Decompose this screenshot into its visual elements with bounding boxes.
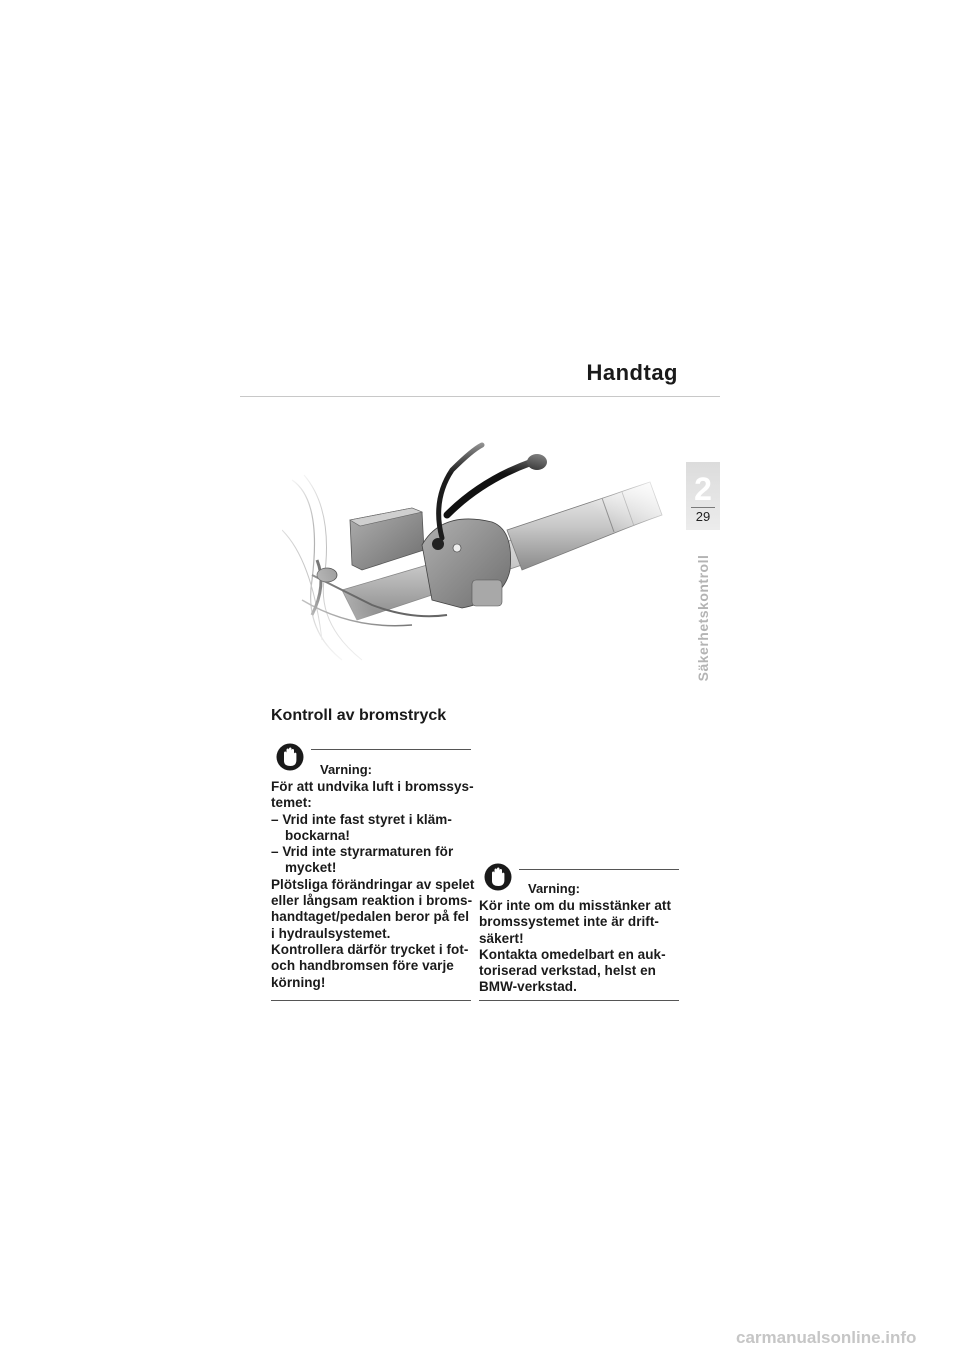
stop-hand-icon xyxy=(484,862,512,892)
stop-hand-icon xyxy=(276,742,304,772)
warning-line: mycket! xyxy=(285,860,337,876)
warning-line: – Vrid inte fast styret i kläm- xyxy=(271,811,452,827)
warning-line: BMW-verkstad. xyxy=(479,979,577,995)
section-heading: Kontroll av bromstryck xyxy=(271,707,447,724)
page-number: 29 xyxy=(695,509,711,524)
warning-label: Varning: xyxy=(528,881,581,896)
warning-top-rule xyxy=(519,869,679,870)
chapter-divider xyxy=(691,507,715,508)
warning-line: bockarna! xyxy=(285,827,350,843)
warning-line: Kontrollera därför trycket i fot- xyxy=(271,941,469,957)
title-divider xyxy=(240,396,720,397)
warning-line: temet: xyxy=(271,795,312,811)
warning-bottom-rule xyxy=(479,1000,679,1001)
warning-line: Kör inte om du misstänker att xyxy=(479,898,671,913)
warning-line: handtaget/pedalen beror på fel xyxy=(271,909,470,925)
warning-bottom-rule xyxy=(271,1000,471,1001)
warning-label: Varning: xyxy=(320,762,373,777)
warning-line: – Vrid inte styrarmaturen för xyxy=(271,844,454,860)
warning-line: i hydraulsystemet. xyxy=(271,925,391,941)
warning-body xyxy=(271,779,476,991)
warning-line: körning! xyxy=(271,974,326,990)
warning-line: säkert! xyxy=(479,930,524,946)
page-title: Handtag xyxy=(586,360,678,385)
warning-line: toriserad verkstad, helst en xyxy=(479,963,656,979)
chapter-number: 2 xyxy=(694,471,712,507)
footer-watermark: carmanualsonline.info xyxy=(736,1328,917,1347)
warning-line: För att undvika luft i bromssys- xyxy=(271,779,474,794)
warning-line: Plötsliga förändringar av spelet xyxy=(271,876,475,892)
warning-line: bromssystemet inte är drift- xyxy=(479,914,659,930)
warning-body xyxy=(479,898,684,996)
handlebar-illustration xyxy=(282,440,672,668)
warning-line: eller långsam reaktion i broms- xyxy=(271,893,473,909)
warning-line: Kontakta omedelbart en auk- xyxy=(479,946,666,962)
warning-line: och handbromsen före varje xyxy=(271,958,454,974)
chapter-side-label: Säkerhetskontroll xyxy=(695,554,711,682)
warning-top-rule xyxy=(311,749,471,750)
